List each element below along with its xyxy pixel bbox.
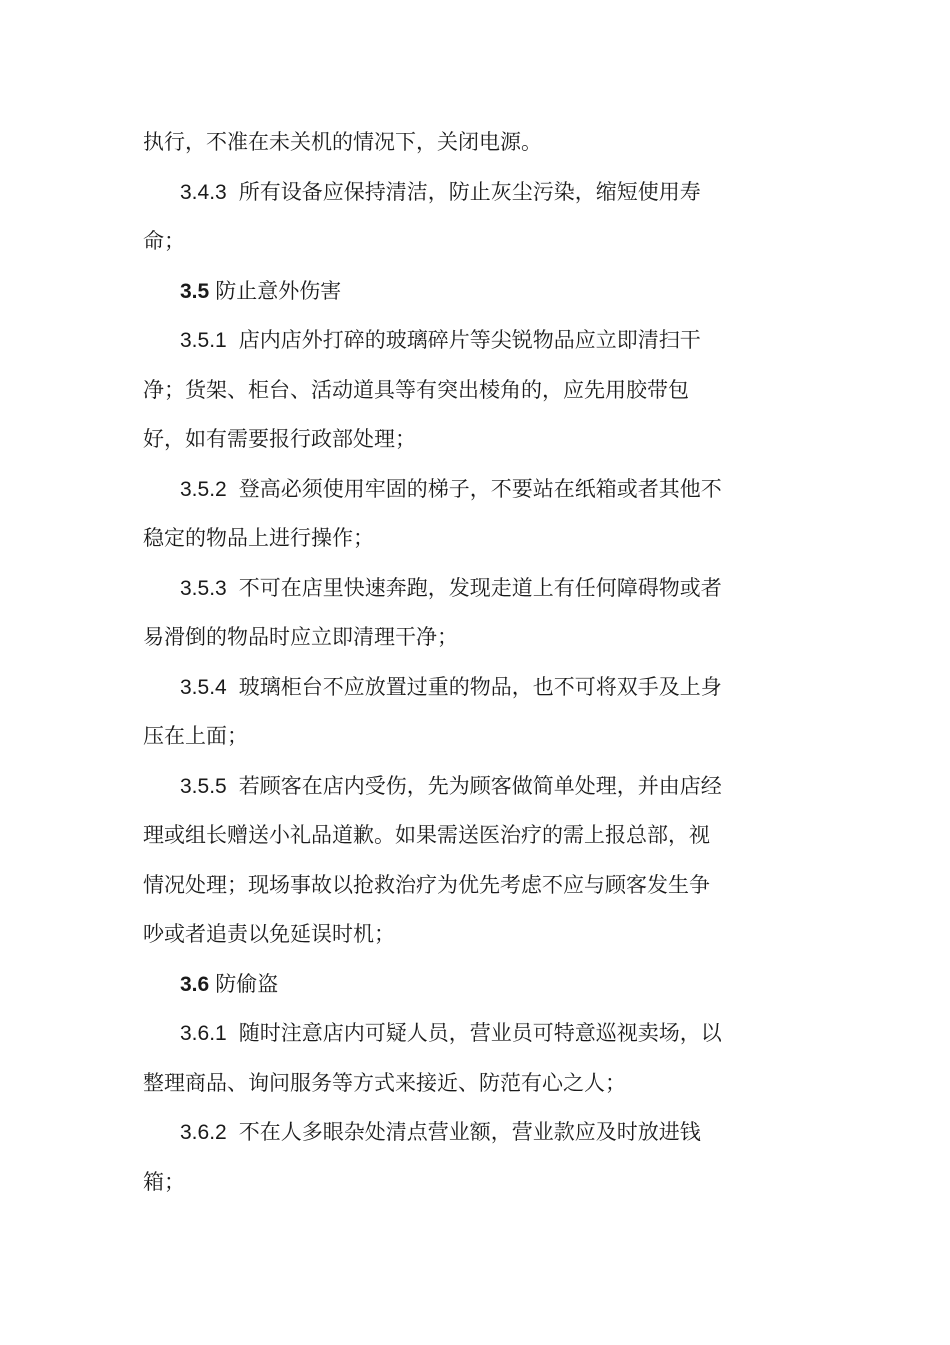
line-text: 易滑倒的物品时应立即清理干净； [143, 625, 458, 649]
clause-3-5-5 [143, 762, 755, 812]
line-text: 净；货架、柜台、活动道具等有突出棱角的，应先用胶带包 [143, 377, 689, 402]
section-heading-3-5 [143, 267, 755, 317]
section-number: 3.5 [180, 279, 210, 303]
line-text: 箱； [143, 1169, 185, 1194]
line-text: 整理商品、询问服务等方式来接近、防范有心之人； [143, 1070, 626, 1095]
line-text: 好，如有需要报行政部处理； [143, 427, 416, 451]
line-text: 命； [143, 229, 185, 253]
line-text: 稳定的物品上进行操作； [143, 526, 374, 550]
text-line [143, 811, 755, 861]
line-text: 所有设备应保持清洁，防止灰尘污染，缩短使用寿 [238, 179, 701, 204]
text-line [143, 712, 755, 762]
text-line [143, 613, 755, 663]
text-line [143, 366, 755, 416]
line-text: 若顾客在店内受伤，先为顾客做简单处理，并由店经 [238, 773, 722, 798]
clause-number: 3.5.2 [180, 477, 227, 501]
clause-number: 3.5.3 [180, 576, 227, 600]
clause-number: 3.4.3 [180, 180, 227, 204]
line-text: 随时注意店内可疑人员，营业员可特意巡视卖场，以 [238, 1021, 722, 1045]
text-line [143, 514, 755, 564]
clause-3-5-1 [143, 316, 755, 366]
text-line [143, 910, 755, 960]
clause-number: 3.6.1 [180, 1022, 227, 1045]
clause-3-5-3 [143, 564, 755, 614]
section-heading-3-6 [143, 960, 755, 1010]
line-text: 理或组长赠送小礼品道歉。如果需送医治疗的需上报总部，视 [143, 823, 710, 847]
clause-3-6-2 [143, 1108, 755, 1158]
line-text: 店内店外打碎的玻璃碎片等尖锐物品应立即清扫干 [238, 328, 701, 352]
text-line [143, 118, 755, 168]
line-text: 执行，不准在未关机的情况下，关闭电源。 [143, 130, 542, 154]
clause-number: 3.5.5 [180, 774, 227, 798]
clause-3-5-2 [143, 465, 755, 515]
line-text: 不在人多眼杂处清点营业额，营业款应及时放进钱 [238, 1120, 701, 1144]
line-text: 压在上面； [143, 724, 248, 748]
line-text: 登高必须使用牢固的梯子，不要站在纸箱或者其他不 [238, 476, 722, 501]
clause-3-5-4 [143, 663, 755, 713]
text-line [143, 861, 755, 911]
clause-3-4-3 [143, 168, 755, 218]
clause-number: 3.5.4 [180, 675, 227, 699]
line-text: 情况处理；现场事故以抢救治疗为优先考虑不应与顾客发生争 [143, 872, 710, 897]
text-line [143, 217, 755, 267]
text-line [143, 415, 755, 465]
line-text: 不可在店里快速奔跑，发现走道上有任何障碍物或者 [238, 575, 722, 600]
section-number: 3.6 [180, 972, 210, 996]
line-text: 吵或者追责以免延误时机； [143, 922, 395, 946]
section-title: 防偷盗 [215, 971, 279, 996]
line-text: 玻璃柜台不应放置过重的物品，也不可将双手及上身 [238, 674, 722, 699]
clause-3-6-1 [143, 1009, 755, 1059]
clause-number: 3.5.1 [180, 329, 227, 352]
text-line [143, 1158, 755, 1208]
text-line [143, 1059, 755, 1109]
clause-number: 3.6.2 [180, 1121, 227, 1144]
document-body [143, 118, 755, 1207]
section-title: 防止意外伤害 [215, 278, 342, 303]
